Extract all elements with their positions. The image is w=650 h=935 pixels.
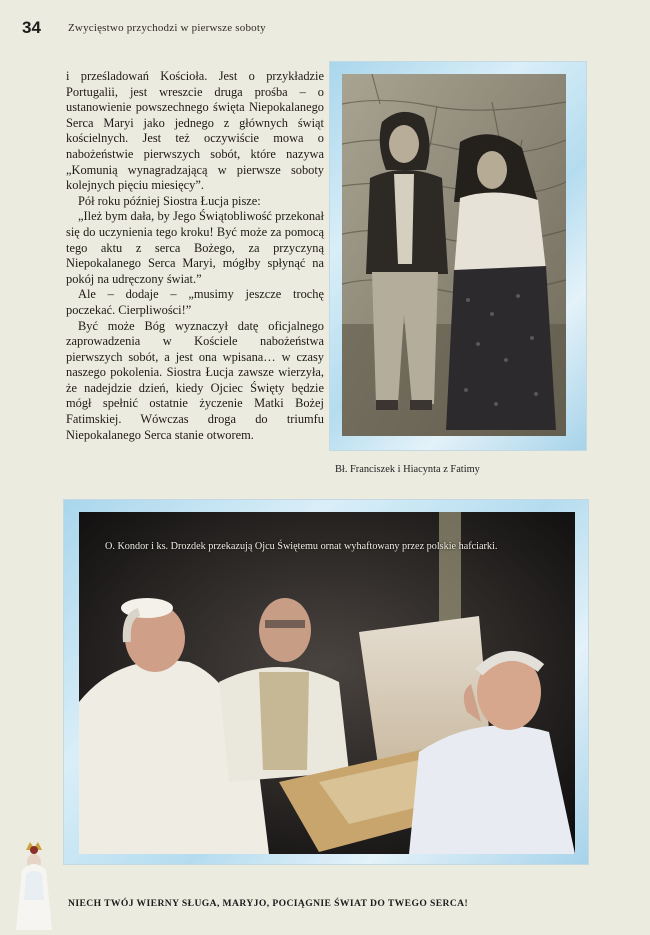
- running-title: Zwycięstwo przychodzi w pierwsze soboty: [68, 22, 266, 34]
- children-photo-illustration: [342, 74, 566, 436]
- audience-photo-illustration: [79, 512, 575, 854]
- article-body: [66, 69, 324, 443]
- photo-fatima-children: [342, 74, 566, 436]
- photo-caption-top: Bł. Franciszek i Hiacynta z Fatimy: [335, 464, 480, 475]
- page-number: 34: [22, 18, 41, 37]
- photo-pope-audience: [79, 512, 575, 854]
- photo-frame-top: [330, 62, 586, 450]
- article-paragraph: Być może Bóg wyznaczył datę oficjalnego zaprowadzenia w Kościele nabożeństwa pierwszych sobót, a jest ona wpisana… w czasy naszego pokolenia. Siostra Łucja zawsze wierzyła, że nadejdzie dzień, kiedy Ojciec Święty będzie mógł spełnić ostatnie życzenie Matki Bożej Fatimskiej. Wówczas droga do triumfu Niepokalanego Serca stanie otworem.: [66, 318, 324, 442]
- fatima-statue-image: [12, 840, 54, 930]
- article-paragraph: Ale – dodaje – „musimy jeszcze trochę poczekać. Cierpliwości!”: [66, 287, 324, 317]
- article-paragraph: „Ileż bym dała, by Jego Świątobliwość przekonał się do uczynienia tego kroku! Być może za pomocą tego aktu z serca Bożego, za przyczyną Niepokalanego Serca Maryi, mógłby spłynąć na pokój na udręczony świat.”: [66, 209, 324, 286]
- photo-frame-bottom: [64, 500, 588, 864]
- article-paragraph: i prześladowań Kościoła. Jest o przykładzie Portugalii, jest wreszcie druga prośba – o ustanowienie powszechnego święta Niepokalanego Serca Maryi jako jednego z głównych świąt kościelnych. Jest też oczywiście mowa o nabożeństwie pierwszych sobót, które nazywa „Komunią wynagradzającą w pierwsze soboty kolejnych pięciu miesięcy”.: [66, 69, 324, 193]
- article-paragraph: Pół roku później Siostra Łucja pisze:: [78, 193, 261, 208]
- photo-caption-bottom: O. Kondor i ks. Drozdek przekazują Ojcu Świętemu ornat wyhaftowany przez polskie hafciarki.: [105, 541, 498, 552]
- footer-prayer: NIECH TWÓJ WIERNY SŁUGA, MARYJO, POCIĄGNIE ŚWIAT DO TWEGO SERCA!: [68, 898, 469, 909]
- statue-icon: [12, 840, 54, 930]
